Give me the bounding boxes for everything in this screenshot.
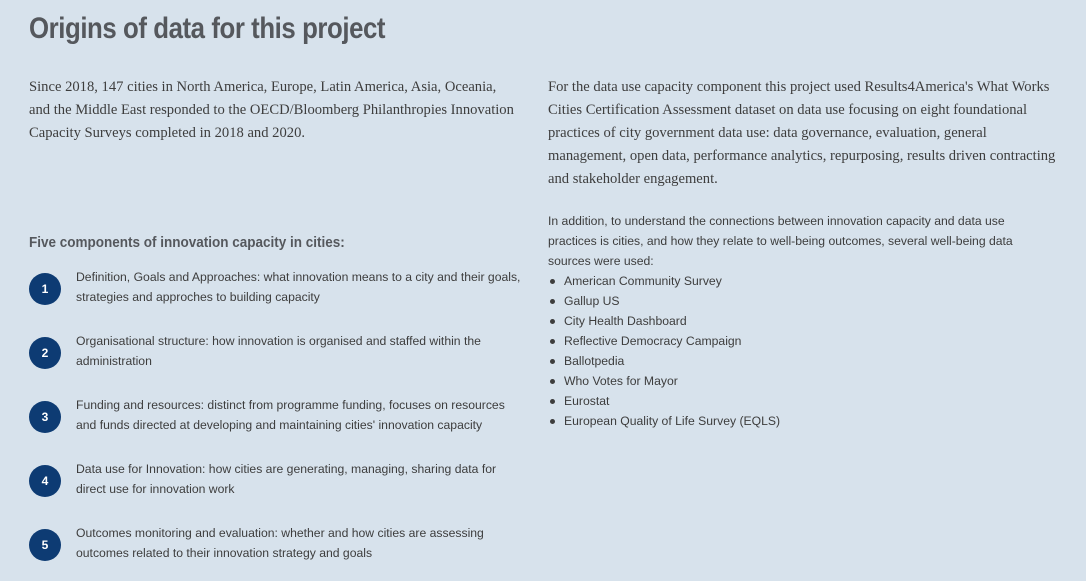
list-item xyxy=(548,311,1048,331)
data-sources-intro: In addition, to understand the connections between innovation capacity and data use practices is cities, and how they relate to well-being outcomes, several well-being data sources were used: xyxy=(548,214,1013,268)
list-item xyxy=(548,411,1048,431)
source-label: City Health Dashboard xyxy=(564,314,687,328)
bullet-icon xyxy=(550,419,555,424)
components-heading: Five components of innovation capacity in cities: xyxy=(29,234,345,251)
bullet-icon xyxy=(550,299,555,304)
source-label: Eurostat xyxy=(564,394,610,408)
data-sources-list xyxy=(548,271,1048,431)
list-item xyxy=(548,271,1048,291)
number-badge: 3 xyxy=(29,401,61,433)
bullet-icon xyxy=(550,399,555,404)
bullet-icon xyxy=(550,359,555,364)
component-item-1 xyxy=(29,270,529,319)
source-label: Reflective Democracy Campaign xyxy=(564,334,742,348)
source-label: Ballotpedia xyxy=(564,354,625,368)
number-badge: 5 xyxy=(29,529,61,561)
list-item xyxy=(548,351,1048,371)
number-badge: 2 xyxy=(29,337,61,369)
component-text: Definition, Goals and Approaches: what innovation means to a city and their goals, strategies and approches to building capacity xyxy=(76,270,521,304)
component-item-4 xyxy=(29,462,529,511)
list-item xyxy=(548,371,1048,391)
component-item-3 xyxy=(29,398,529,447)
source-label: Who Votes for Mayor xyxy=(564,374,678,388)
intro-cities-paragraph: Since 2018, 147 cities in North America, Europe, Latin America, Asia, Oceania, and the Middle East responded to the OECD/Bloomberg Philanthropies Innovation Capacity Surveys completed in 2018 and 2020. xyxy=(29,79,514,141)
source-label: European Quality of Life Survey (EQLS) xyxy=(564,414,781,428)
source-label: Gallup US xyxy=(564,294,620,308)
intro-data-use-paragraph: For the data use capacity component this project used Results4America's What Works Cities Certification Assessment dataset on data use focusing on eight foundational practices of city government data use: data governance, evaluation, general management, open data, performance analytics, repurposing, results driven contracting and stakeholder engagement. xyxy=(548,79,1056,187)
list-item xyxy=(548,291,1048,311)
component-item-2 xyxy=(29,334,529,383)
list-item xyxy=(548,331,1048,351)
bullet-icon xyxy=(550,379,555,384)
component-item-5 xyxy=(29,526,529,575)
data-sources-section xyxy=(548,211,1048,431)
bullet-icon xyxy=(550,339,555,344)
list-item xyxy=(548,391,1048,411)
page-title: Origins of data for this project xyxy=(29,12,386,45)
component-text: Organisational structure: how innovation is organised and staffed within the administration xyxy=(76,334,481,368)
source-label: American Community Survey xyxy=(564,274,722,288)
component-text: Data use for Innovation: how cities are generating, managing, sharing data for direct use for innovation work xyxy=(76,462,497,496)
number-badge: 1 xyxy=(29,273,61,305)
bullet-icon xyxy=(550,279,555,284)
bullet-icon xyxy=(550,319,555,324)
number-badge: 4 xyxy=(29,465,61,497)
component-text: Outcomes monitoring and evaluation: whether and how cities are assessing outcomes related to their innovation strategy and goals xyxy=(76,526,484,560)
component-text: Funding and resources: distinct from programme funding, focuses on resources and funds directed at developing and maintaining cities' innovation capacity xyxy=(76,398,505,432)
